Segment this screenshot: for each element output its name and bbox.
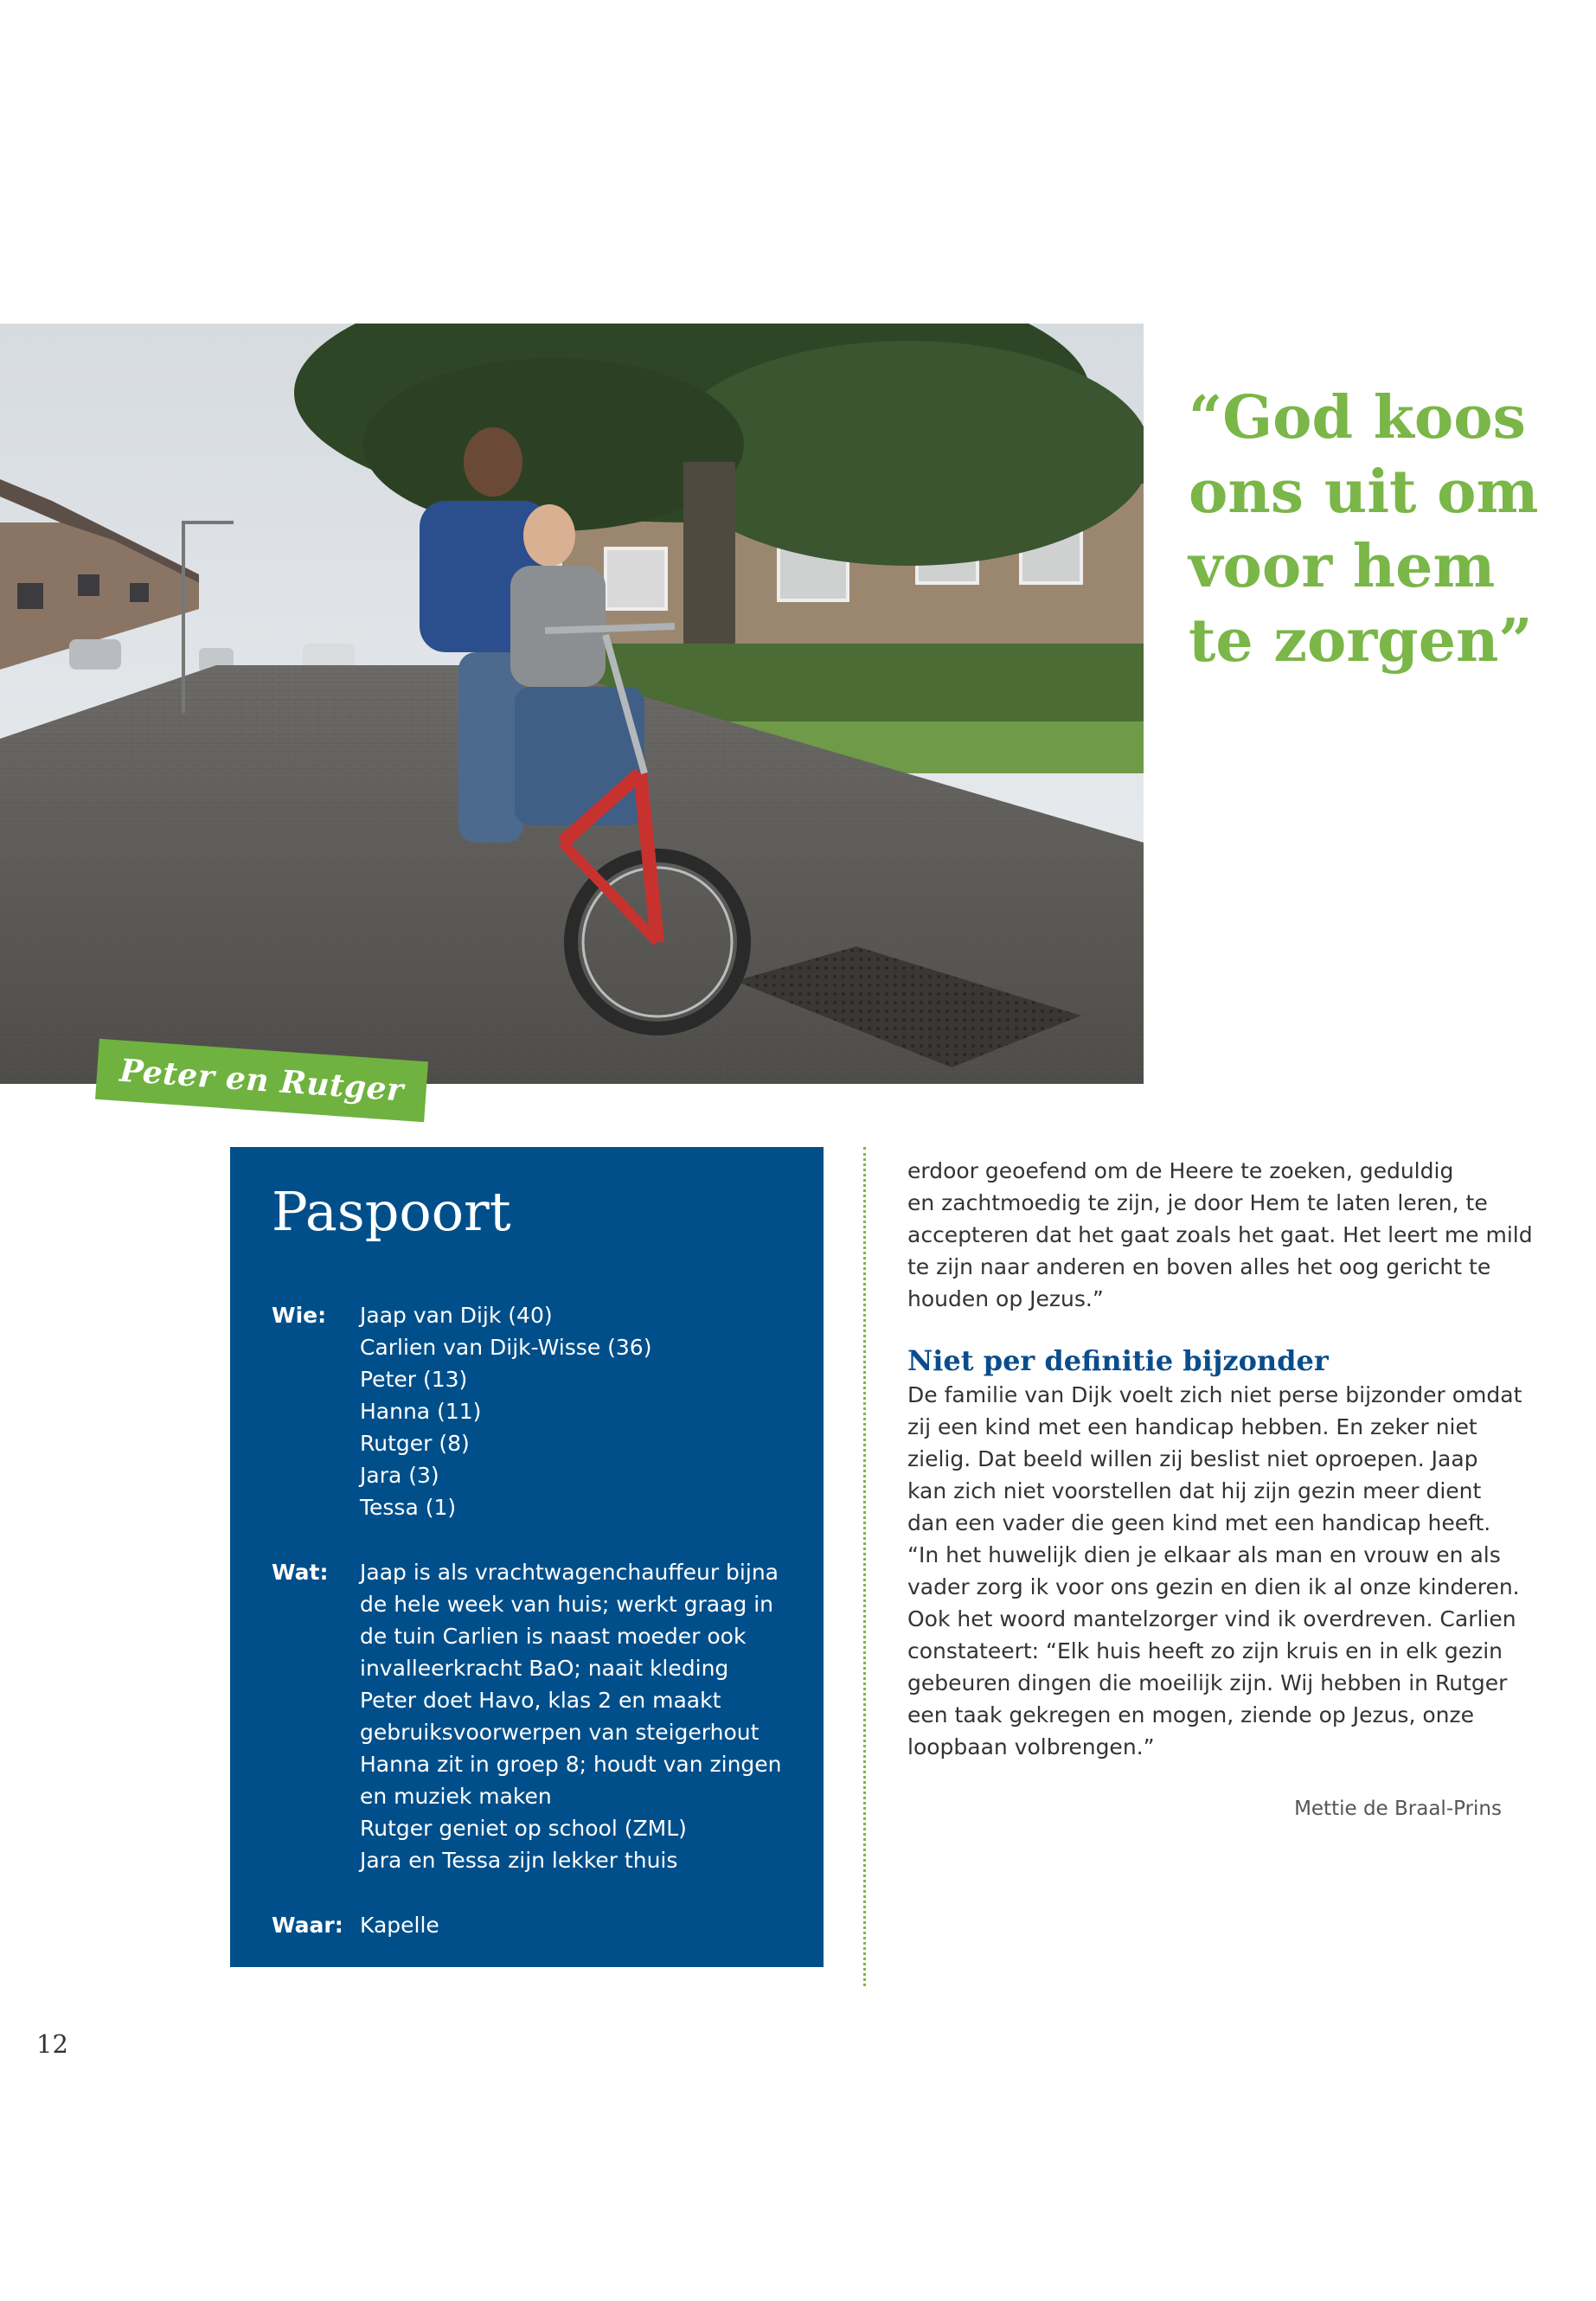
- passport-value: en muziek maken: [360, 1784, 552, 1809]
- passport-value: Jara (3): [360, 1463, 439, 1488]
- passport-value: de tuin Carlien is naast moeder ook: [360, 1624, 747, 1649]
- passport-value: Jaap is als vrachtwagenchauffeur bijna: [360, 1560, 779, 1585]
- passport-row-waar: [272, 1909, 784, 1941]
- passport-value: invalleerkracht BaO; naait kleding: [360, 1656, 729, 1681]
- article-line: een taak gekregen en mogen, ziende op Jezus, onze: [907, 1702, 1474, 1727]
- article-line: te zijn naar anderen en boven alles het oog gericht te: [907, 1254, 1491, 1279]
- photo-illustration: [0, 324, 1144, 1084]
- article-line: Ook het woord mantelzorger vind ik overdreven. Carlien: [907, 1606, 1516, 1631]
- pull-quote: [1189, 381, 1569, 678]
- passport-value: Peter (13): [360, 1367, 468, 1392]
- photo-caption-tag: Peter en Rutger: [95, 1039, 428, 1122]
- page-number: 12: [36, 2029, 68, 2059]
- article-subheading: Niet per definitie bijzonder: [907, 1344, 1329, 1377]
- article-line: constateert: “Elk huis heeft zo zijn kruis en in elk gezin: [907, 1638, 1503, 1663]
- article-line: en zachtmoedig te zijn, je door Hem te laten leren, te: [907, 1190, 1488, 1215]
- column-divider: [863, 1147, 866, 1986]
- passport-label: Wie:: [272, 1303, 327, 1328]
- article-line: De familie van Dijk voelt zich niet perse bijzonder omdat: [907, 1382, 1522, 1407]
- article-line: dan een vader die geen kind met een handicap heeft.: [907, 1510, 1491, 1535]
- passport-box: [230, 1147, 824, 1967]
- passport-value: Kapelle: [360, 1913, 439, 1938]
- passport-value: Carlien van Dijk-Wisse (36): [360, 1335, 652, 1360]
- passport-value: Jaap van Dijk (40): [360, 1303, 553, 1328]
- passport-value: Jara en Tessa zijn lekker thuis: [360, 1848, 678, 1873]
- article-line: zielig. Dat beeld willen zij beslist niet oproepen. Jaap: [907, 1446, 1478, 1471]
- passport-value: Tessa (1): [360, 1495, 457, 1520]
- article-line: erdoor geoefend om de Heere te zoeken, geduldig: [907, 1158, 1454, 1183]
- article-column: [907, 1155, 1533, 1763]
- passport-value: de hele week van huis; werkt graag in: [360, 1592, 773, 1617]
- passport-value: Rutger (8): [360, 1431, 470, 1456]
- article-line: loopbaan volbrengen.”: [907, 1734, 1155, 1759]
- passport-value: gebruiksvoorwerpen van steigerhout: [360, 1720, 760, 1745]
- quote-line: “God koos: [1189, 383, 1526, 452]
- quote-line: te zorgen”: [1189, 606, 1533, 676]
- passport-value: Hanna zit in groep 8; houdt van zingen: [360, 1752, 782, 1777]
- passport-value: Peter doet Havo, klas 2 en maakt: [360, 1688, 721, 1713]
- article-line: gebeuren dingen die moeilijk zijn. Wij hebben in Rutger: [907, 1670, 1508, 1695]
- passport-label: Waar:: [272, 1913, 343, 1938]
- article-line: vader zorg ik voor ons gezin en dien ik al onze kinderen.: [907, 1574, 1520, 1599]
- passport-values: [360, 1556, 784, 1876]
- article-line: kan zich niet voorstellen dat hij zijn gezin meer dient: [907, 1478, 1482, 1503]
- article-line: houden op Jezus.”: [907, 1286, 1104, 1311]
- passport-values: [360, 1909, 784, 1941]
- passport-title: Paspoort: [272, 1180, 511, 1243]
- family-photo: [0, 324, 1144, 1084]
- passport-value: Rutger geniet op school (ZML): [360, 1816, 687, 1841]
- article-author: Mettie de Braal-Prins: [1294, 1798, 1502, 1820]
- article-line: “In het huwelijk dien je elkaar als man en vrouw en als: [907, 1542, 1501, 1567]
- quote-line: ons uit om: [1189, 458, 1539, 527]
- article-line: zij een kind met een handicap hebben. En zeker niet: [907, 1414, 1477, 1439]
- passport-label: Wat:: [272, 1560, 329, 1585]
- article-line: accepteren dat het gaat zoals het gaat. Het leert me mild: [907, 1222, 1533, 1247]
- passport-value: Hanna (11): [360, 1399, 482, 1424]
- passport-row-wie: [272, 1299, 784, 1523]
- passport-values: [360, 1299, 784, 1523]
- passport-row-wat: [272, 1556, 784, 1876]
- quote-line: voor hem: [1189, 532, 1496, 601]
